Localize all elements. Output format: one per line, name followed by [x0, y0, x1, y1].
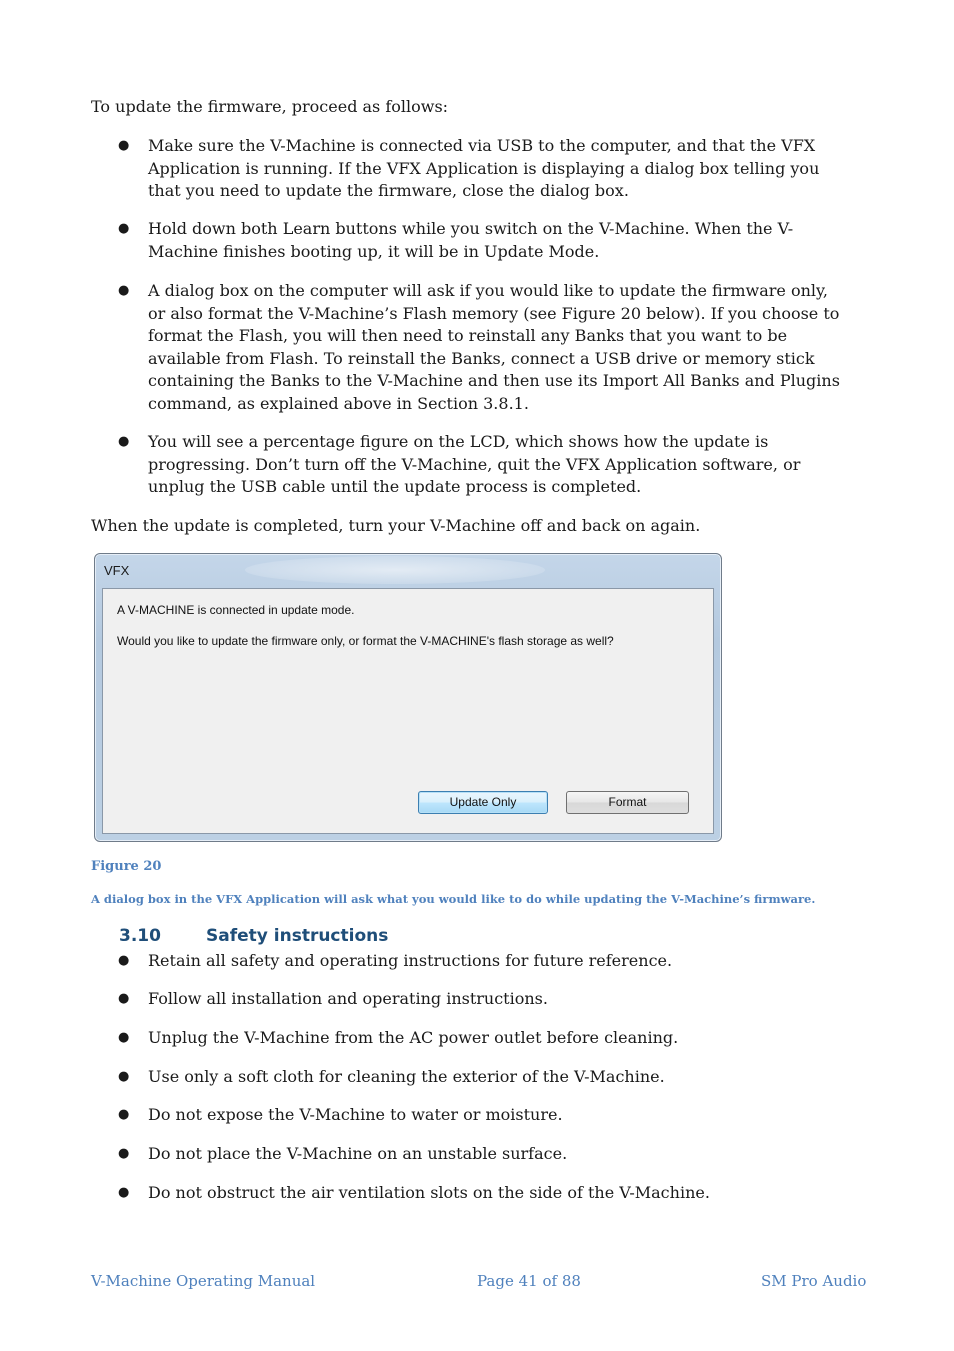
bullet-icon: ●	[118, 1185, 130, 1200]
bullet-icon: ●	[118, 991, 130, 1006]
safety-item	[118, 1143, 848, 1166]
footer-company: SM Pro Audio	[761, 1272, 867, 1290]
bullet-icon: ●	[118, 1146, 130, 1161]
titlebar-glow	[245, 556, 545, 584]
format-button[interactable]: Format	[566, 791, 689, 814]
step-item	[118, 280, 848, 415]
safety-text: Do not place the V-Machine on an unstable surface.	[148, 1144, 568, 1163]
step-text: You will see a percentage figure on the LCD, which shows how the update is progressing. Don’t turn off the V-Machine, quit the VFX Application software, or unplug the USB cable until the update process is completed.	[148, 432, 801, 496]
figure-caption: A dialog box in the VFX Application will ask what you would like to do while updating the V-Machine’s firmware.	[91, 892, 816, 906]
footer-page-number: Page 41 of 88	[477, 1272, 581, 1290]
dialog-body	[102, 588, 714, 834]
safety-item	[118, 988, 848, 1011]
bullet-icon: ●	[118, 953, 130, 968]
safety-text: Follow all installation and operating instructions.	[148, 989, 548, 1008]
safety-text: Unplug the V-Machine from the AC power outlet before cleaning.	[148, 1028, 679, 1047]
safety-text: Use only a soft cloth for cleaning the exterior of the V-Machine.	[148, 1067, 665, 1086]
step-text: A dialog box on the computer will ask if you would like to update the firmware only, or also format the V-Machine’s Flash memory (see Figure 20 below). If you choose to format the Flash, you will then need to reinstall any Banks that you want to be available from Flash. To reinstall the Banks, connect a USB drive or memory stick containing the Banks to the V-Machine and then use its Import All Banks and Plugins command, as explained above in Section 3.8.1.	[148, 281, 840, 413]
bullet-icon: ●	[118, 283, 130, 298]
safety-item	[118, 1066, 848, 1089]
dialog-message-line1: A V-MACHINE is connected in update mode.	[117, 603, 355, 617]
step-text: Hold down both Learn buttons while you switch on the V-Machine. When the V-Machine finishes booting up, it will be in Update Mode.	[148, 219, 794, 261]
bullet-icon: ●	[118, 221, 130, 236]
safety-text: Retain all safety and operating instructions for future reference.	[148, 951, 673, 970]
dialog-title: VFX	[104, 563, 130, 578]
safety-item	[118, 950, 848, 973]
safety-text: Do not obstruct the air ventilation slots on the side of the V-Machine.	[148, 1183, 710, 1202]
intro-paragraph: To update the firmware, proceed as follows:	[91, 97, 449, 116]
after-update-paragraph: When the update is completed, turn your V-Machine off and back on again.	[91, 516, 701, 535]
safety-item	[118, 1027, 848, 1050]
update-only-button[interactable]: Update Only	[418, 791, 548, 814]
footer-manual-title: V-Machine Operating Manual	[91, 1272, 316, 1290]
safety-item	[118, 1182, 848, 1205]
figure-label: Figure 20	[91, 859, 162, 874]
section-title: Safety instructions	[206, 926, 389, 946]
step-text: Make sure the V-Machine is connected via USB to the computer, and that the VFX Application is running. If the VFX Application is displaying a dialog box telling you that you need to update the firmware, close the dialog box.	[148, 136, 820, 200]
bullet-icon: ●	[118, 138, 130, 153]
bullet-icon: ●	[118, 434, 130, 449]
safety-item	[118, 1104, 848, 1127]
step-item	[118, 218, 848, 263]
step-item	[118, 135, 848, 203]
bullet-icon: ●	[118, 1030, 130, 1045]
vfx-dialog-figure	[94, 553, 722, 842]
step-item	[118, 431, 848, 499]
bullet-icon: ●	[118, 1107, 130, 1122]
bullet-icon: ●	[118, 1069, 130, 1084]
section-number: 3.10	[119, 926, 161, 946]
safety-text: Do not expose the V-Machine to water or moisture.	[148, 1105, 563, 1124]
dialog-message-line2: Would you like to update the firmware only, or format the V-MACHINE's flash storage as well?	[117, 634, 614, 648]
